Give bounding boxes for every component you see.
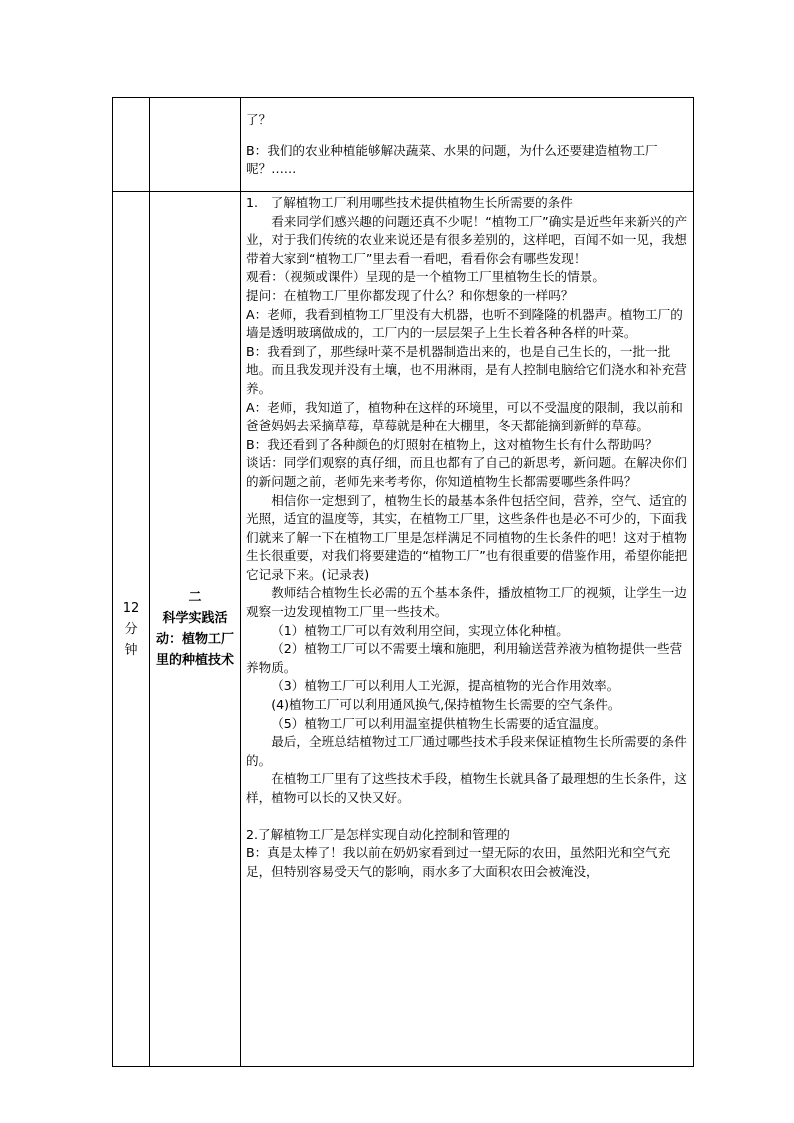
time-cell-empty xyxy=(113,98,150,192)
time-unit: 分 xyxy=(124,621,138,637)
content-paragraph: A：老师，我看到植物工厂里没有大机器，也听不到隆隆的机器声。植物工厂的墙是透明玻璃做成的，工厂内的一层层架子上生长着各种各样的叶菜。 xyxy=(246,306,683,341)
activity-cell-empty xyxy=(150,98,241,192)
content-paragraph: (4)植物工厂可以利用通风换气,保持植物生长需要的空气条件。 xyxy=(271,697,621,713)
content-line: 了？ xyxy=(246,111,272,127)
content-paragraphs xyxy=(246,194,689,881)
table-row xyxy=(113,98,694,192)
content-cell xyxy=(241,192,694,1067)
content-paragraph xyxy=(246,808,689,826)
content-paragraph: 观看：（视频或课件）呈现的是一个植物工厂里植物生长的情景。 xyxy=(246,269,605,285)
content-paragraph: 最后，全班总结植物过工厂通过哪些技术手段来保证植物生长所需要的条件的。 xyxy=(246,734,687,768)
content-paragraph: 看来同学们感兴趣的问题还真不少呢！“植物工厂”确实是近些年来新兴的产业，对于我们传统的农业来说还是有很多差别的，这样吧，百闻不如一见，我想带着大家到“植物工厂”里去看一看吧，看看你会有哪些发现！ xyxy=(246,213,688,266)
content-paragraph: 相信你一定想到了，植物生长的最基本条件包括空间，营养，空气、适宜的光照，适宜的温度等，其实，在植物工厂里，这些条件也是必不可少的，下面我们就来了解一下在植物工厂里是怎样满足不同植物的生长条件的吧！这对于植物生长很重要，对我们将要建造的“植物工厂”也有很重要的借鉴作用，希望你能把它记录下来。(记录表) xyxy=(246,492,688,582)
lesson-plan-table xyxy=(112,97,694,1067)
content-paragraph: B：真是太棒了！我以前在奶奶家看到过一望无际的农田，虽然阳光和空气充足，但特别容易受天气的影响，雨水多了大面积农田会被淹没， xyxy=(246,845,671,879)
time-unit: 钟 xyxy=(124,642,138,658)
content-line: B：我们的农业种植能够解决蔬菜、水果的问题，为什么还要建造植物工厂呢？…… xyxy=(246,142,658,176)
content-paragraph: 教师结合植物生长必需的五个基本条件，播放植物工厂的视频，让学生一边观察一边发现植物工厂里一些技术。 xyxy=(246,585,687,620)
activity-number: 二 xyxy=(188,590,202,605)
content-paragraph: （3）植物工厂可以利用人工光源，提高植物的光合作用效率。 xyxy=(271,678,620,694)
content-paragraph: 谈话：同学们观察的真仔细，而且也都有了自己的新思考，新问题。在解决你们的新问题之前，老师先来考考你，你知道植物生长都需要哪些条件吗？ xyxy=(246,455,687,489)
content-paragraph: A：老师，我知道了，植物种在这样的环境里，可以不受温度的限制，我以前和爸爸妈妈去采摘草莓，草莓就是种在大棚里，冬天都能摘到新鲜的草莓。 xyxy=(246,399,683,434)
time-value: 12 xyxy=(122,600,140,616)
content-paragraph: B：我看到了，那些绿叶菜不是机器制造出来的，也是自己生长的，一批一批地。而且我发现并没有土壤，也不用淋雨，是有人控制电脑给它们浇水和补充营养。 xyxy=(246,343,687,396)
content-cell xyxy=(241,98,694,192)
activity-title-cell xyxy=(150,192,241,1067)
content-paragraph: （2）植物工厂可以不需要土壤和施肥，利用输送营养液为植物提供一些营养物质。 xyxy=(246,641,683,675)
content-paragraph: 1. 了解植物工厂利用哪些技术提供植物生长所需要的条件 xyxy=(246,195,573,210)
activity-title: 科学实践活动：植物工厂里的种植技术 xyxy=(156,611,235,668)
content-paragraph: 提问：在植物工厂里你都发现了什么？和你想象的一样吗？ xyxy=(246,287,574,303)
content-paragraph: （1）植物工厂可以有效利用空间，实现立体化种植。 xyxy=(271,622,569,638)
content-paragraph: B：我还看到了各种颜色的灯照射在植物上，这对植物生长有什么帮助吗？ xyxy=(246,436,658,452)
content-paragraph: 在植物工厂里有了这些技术手段，植物生长就具备了最理想的生长条件，这样，植物可以长的又快又好。 xyxy=(246,771,687,805)
content-paragraph: 2.了解植物工厂是怎样实现自动化控制和管理的 xyxy=(246,826,510,842)
content-paragraph: （5）植物工厂可以利用温室提供植物生长需要的适宜温度。 xyxy=(271,715,607,731)
time-cell xyxy=(113,192,150,1067)
table-row xyxy=(113,192,694,1067)
